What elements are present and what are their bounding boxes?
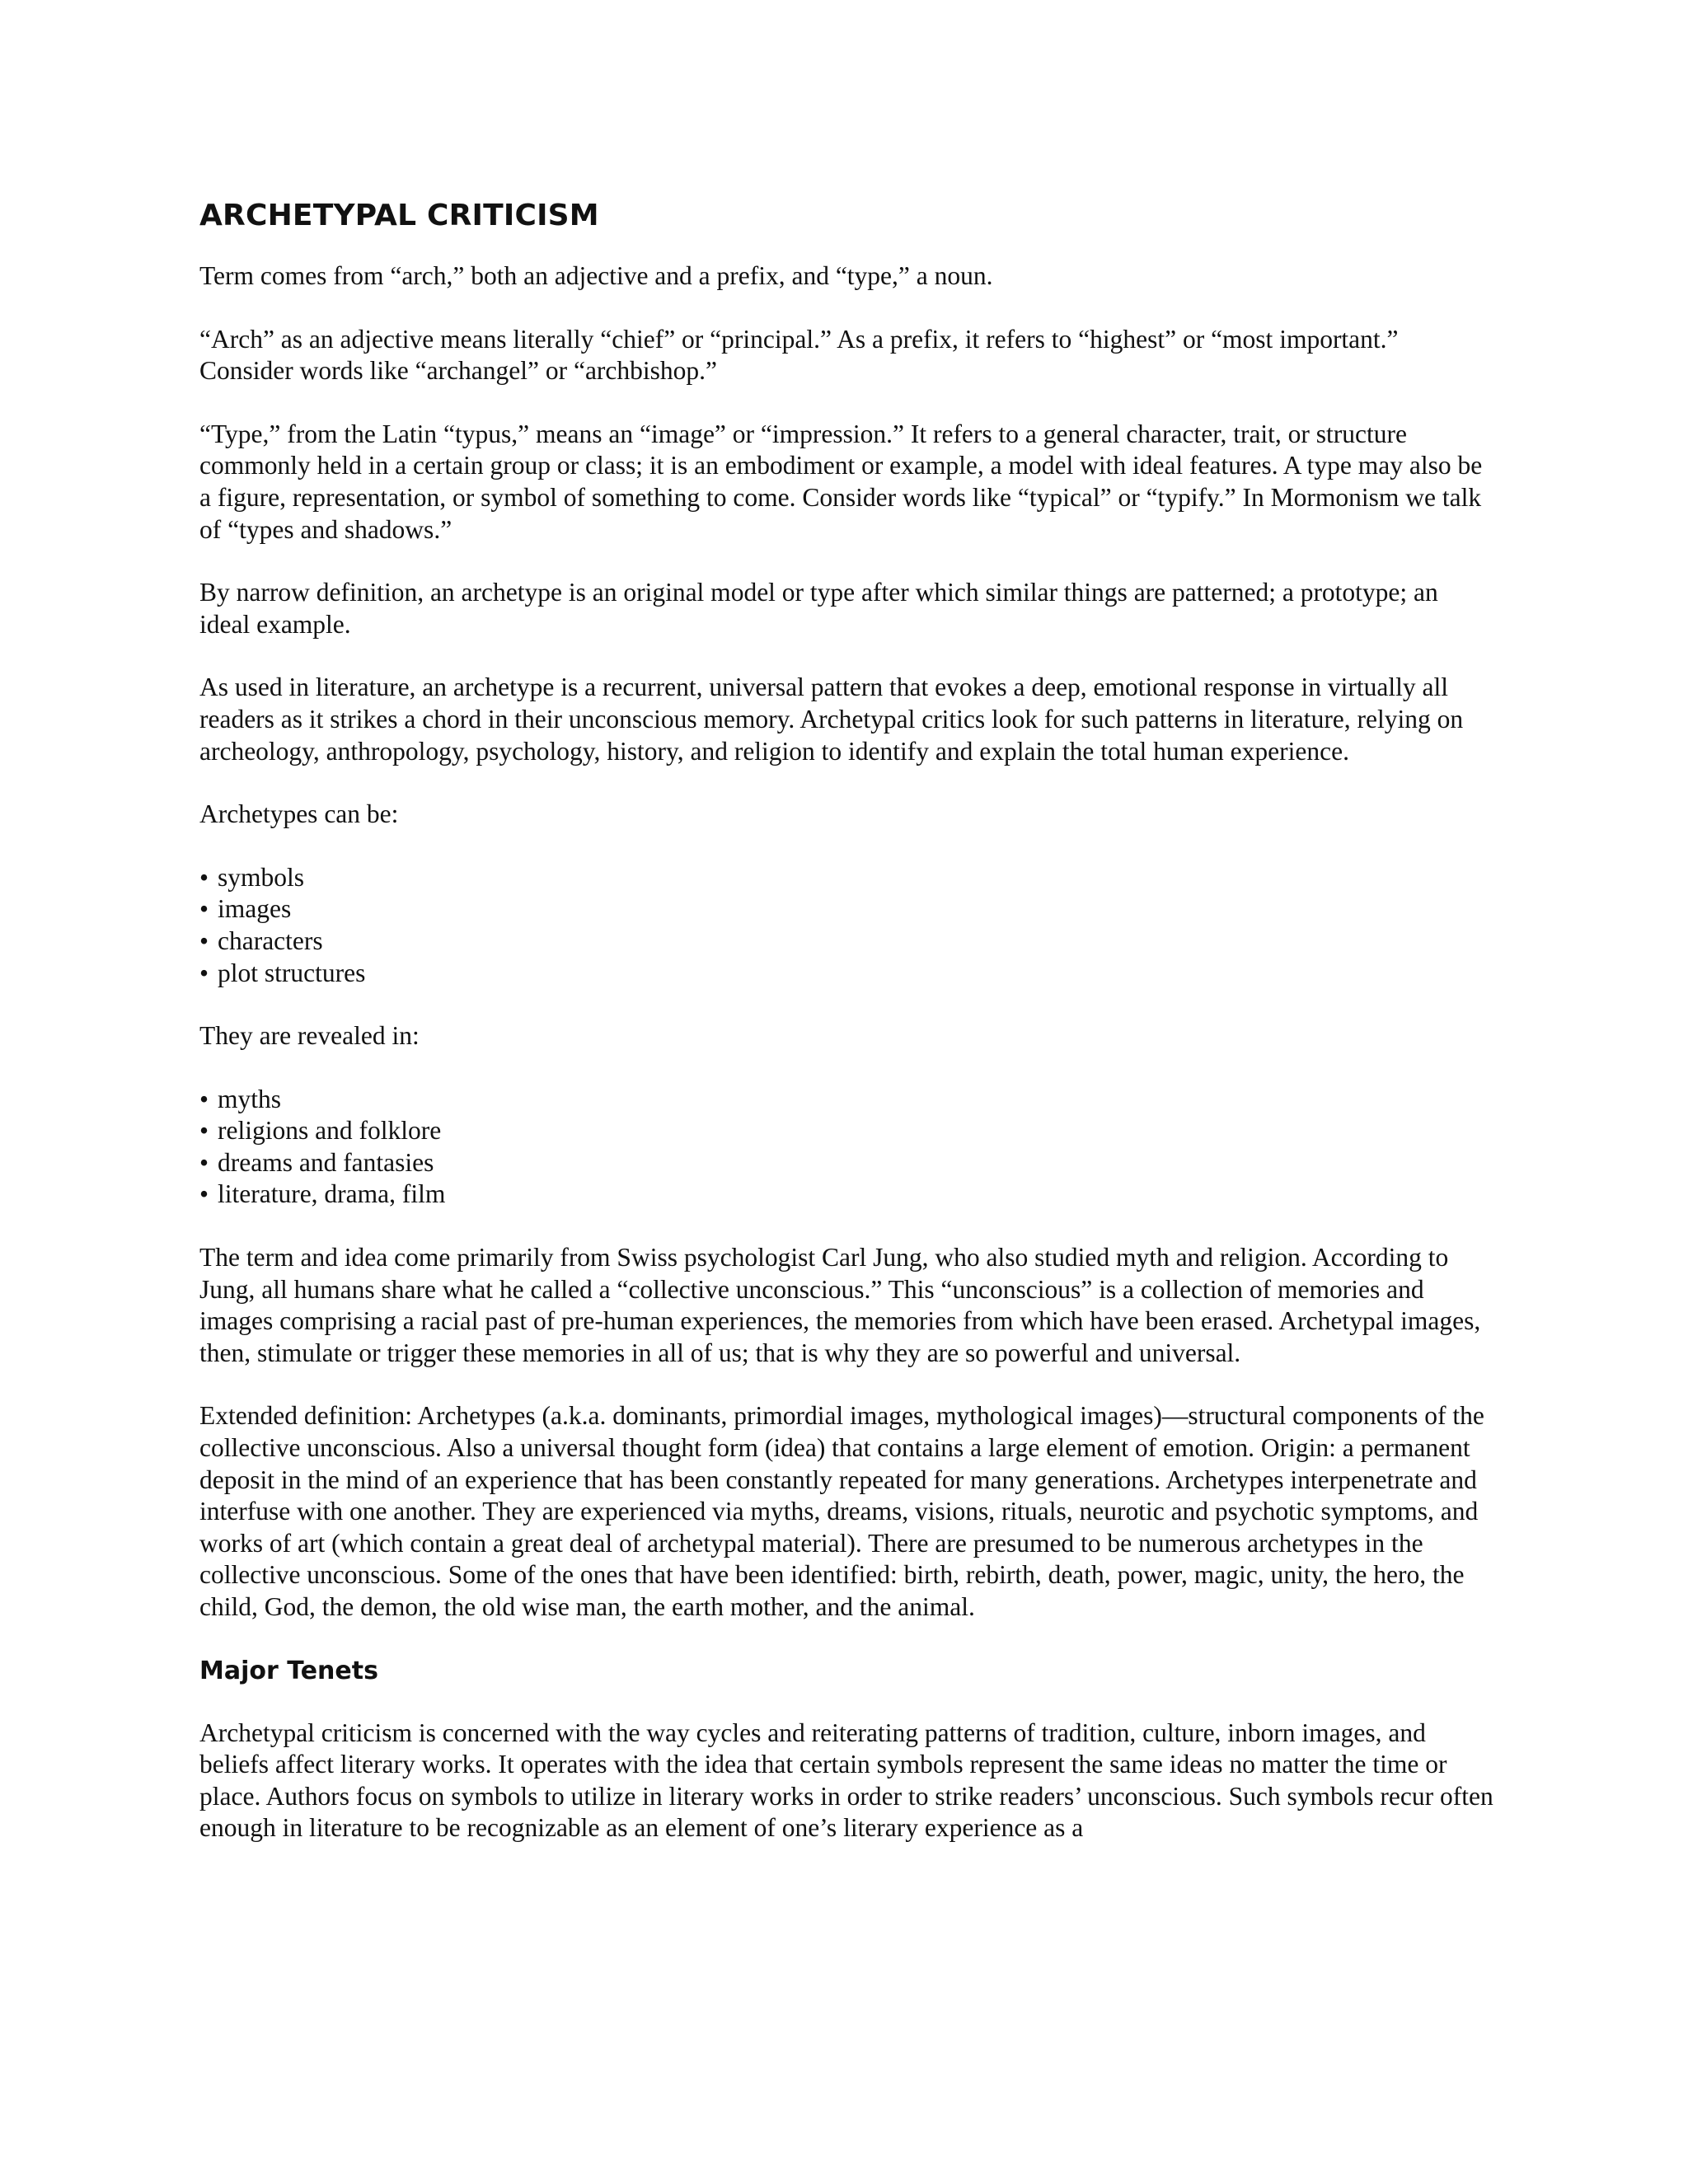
bullet-icon: •: [199, 958, 209, 987]
paragraph-type: “Type,” from the Latin “typus,” means an “image” or “impression.” It refers to a general character, trait, or structure commonly held in a certain group or class; it is an embodiment or example, a model with ideal features. A type may also be a figure, representation, or symbol of something to come. Consider words like “typical” or “typify.” In Mormonism we talk of “types and shadows.”: [199, 419, 1483, 544]
list-item-label: characters: [218, 926, 323, 955]
bullet-icon: •: [199, 1179, 209, 1209]
list-item-label: dreams and fantasies: [218, 1147, 434, 1177]
list-item: [199, 893, 1493, 926]
list-item-label: religions and folklore: [218, 1116, 442, 1146]
bullet-icon: •: [199, 862, 209, 892]
section-heading-major-tenets: Major Tenets: [199, 1656, 378, 1685]
document-body: [199, 196, 1493, 1876]
paragraph-extended-definition: Extended definition: Archetypes (a.k.a. dominants, primordial images, mythological images)—structural components of the collective unconscious. Also a universal thought form (idea) that contains a large element of emotion. Origin: a permanent deposit in the mind of an experience that has been constantly repeated for many generations. Archetypes interpenetrate and interfuse with one another. They are experienced via myths, dreams, visions, rituals, neurotic and psychotic symptoms, and works of art (which contain a great deal of archetypal material). There are presumed to be numerous archetypes in the collective unconscious. Some of the ones that have been identified: birth, rebirth, death, power, magic, unity, the hero, the child, God, the demon, the old wise man, the earth mother, and the animal.: [199, 1401, 1484, 1621]
list-item: [199, 1084, 1493, 1116]
paragraph-arch: “Arch” as an adjective means literally “chief” or “principal.” As a prefix, it refers to “highest” or “most important.” Consider words like “archangel” or “archbishop.”: [199, 324, 1399, 386]
paragraph-literature-usage: As used in literature, an archetype is a recurrent, universal pattern that evokes a deep, emotional response in virtually all readers as it strikes a chord in their unconscious memory. Archetypal critics look for such patterns in literature, relying on archeology, anthropology, psychology, history, and religion to identify and explain the total human experience.: [199, 673, 1464, 766]
list-item-label: myths: [218, 1084, 282, 1113]
paragraph-jung: The term and idea come primarily from Swiss psychologist Carl Jung, who also studied myth and religion. According to Jung, all humans share what he called a “collective unconscious.” This “unconscious” is a collection of memories and images comprising a racial past of pre-human experiences, the memories from which have been erased. Archetypal images, then, stimulate or trigger these memories in all of us; that is why they are so powerful and universal.: [199, 1243, 1481, 1367]
paragraph-narrow-definition: By narrow definition, an archetype is an original model or type after which similar things are patterned; a prototype; an ideal example.: [199, 578, 1438, 639]
list-item: [199, 1147, 1493, 1179]
bullet-icon: •: [199, 1084, 209, 1113]
list-revealed-in: [199, 1084, 1493, 1211]
paragraph-archetypes-can-be: Archetypes can be:: [199, 799, 399, 829]
list-item: [199, 958, 1493, 990]
list-item: [199, 1179, 1493, 1211]
bullet-icon: •: [199, 894, 209, 924]
bullet-icon: •: [199, 1116, 209, 1146]
list-item: [199, 926, 1493, 958]
list-item: [199, 862, 1493, 894]
list-item-label: literature, drama, film: [218, 1179, 446, 1209]
list-item-label: images: [218, 894, 292, 924]
paragraph-revealed-in: They are revealed in:: [199, 1021, 420, 1051]
paragraph-etymology: Term comes from “arch,” both an adjective and a prefix, and “type,” a noun.: [199, 261, 993, 290]
bullet-icon: •: [199, 1147, 209, 1177]
page-title: ARCHETYPAL CRITICISM: [199, 199, 599, 232]
list-item: [199, 1115, 1493, 1147]
list-item-label: plot structures: [218, 958, 366, 987]
bullet-icon: •: [199, 926, 209, 955]
list-item-label: symbols: [218, 862, 305, 892]
list-archetype-forms: [199, 862, 1493, 989]
paragraph-major-tenets: Archetypal criticism is concerned with the way cycles and reiterating patterns of tradition, culture, inborn images, and beliefs affect literary works. It operates with the idea that certain symbols represent the same ideas no matter the time or place. Authors focus on symbols to utilize in literary works in order to strike readers’ unconscious. Such symbols recur often enough in literature to be recognizable as an element of one’s literary experience as a: [199, 1718, 1493, 1843]
